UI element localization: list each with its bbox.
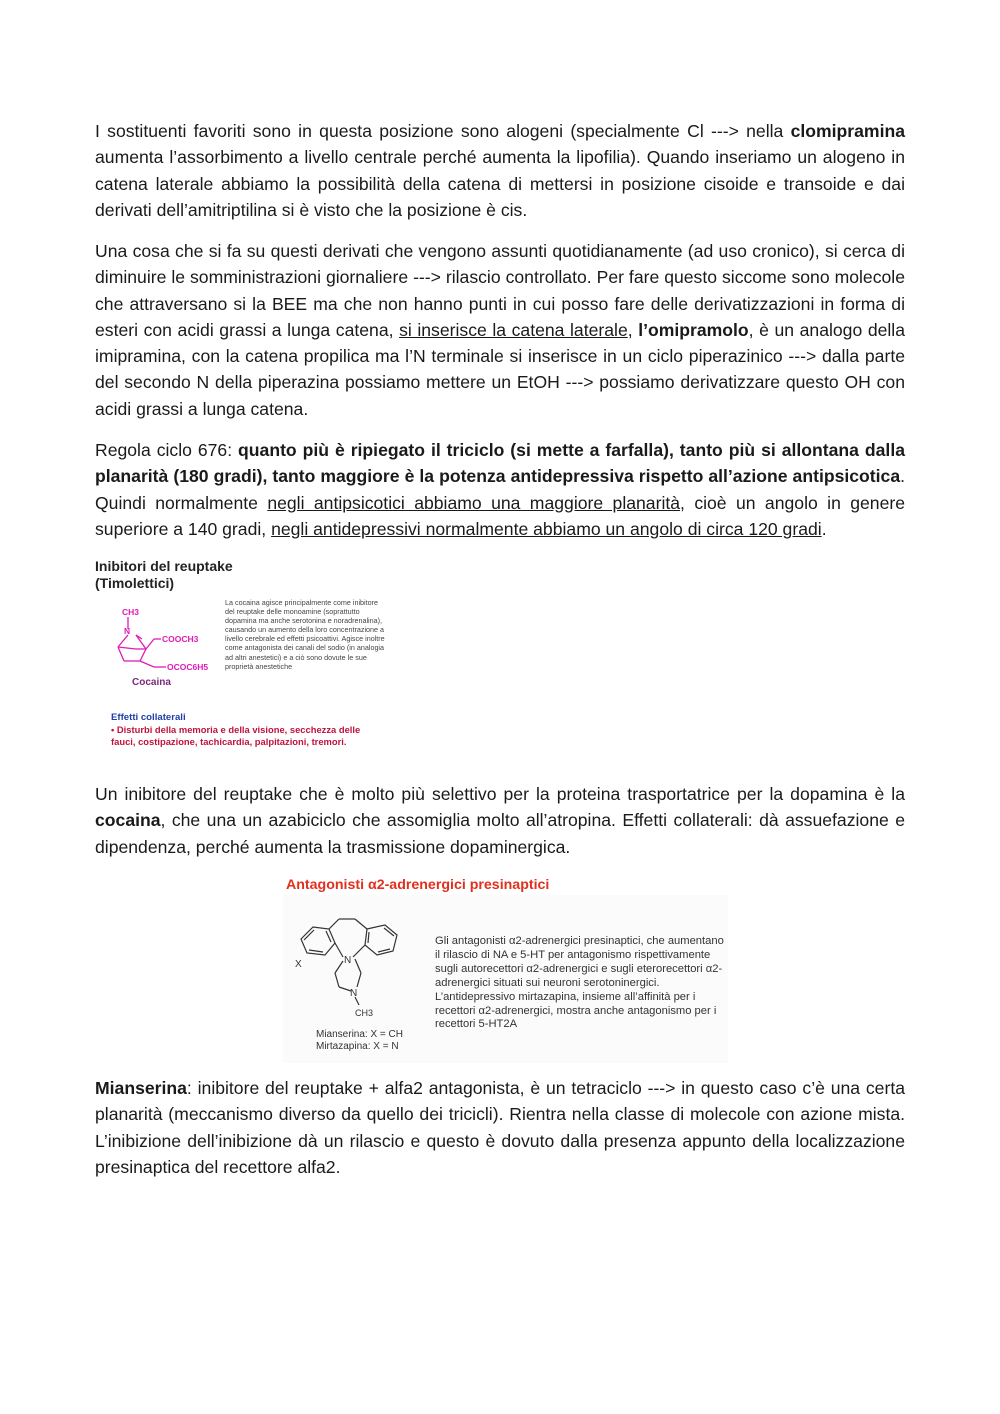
compound-name-cocaina: Cocaina (132, 677, 171, 688)
text-run: Un inibitore del reuptake che è molto più selettivo per la proteina trasportatrice per la dopamina è la (95, 784, 905, 804)
underlined-text: si inserisce la catena laterale (399, 319, 628, 340)
cocaine-structure-diagram (106, 605, 226, 680)
text-run: . Quindi normalmente (95, 466, 905, 513)
figure-alpha2-antagonists (283, 873, 728, 1063)
bold-term-clomipramina: clomipramina (790, 121, 905, 141)
text-run: , è un analogo della imipramina, con la catena propilica ma l’N terminale si inserisce in un ciclo piperazinico ---> dalla parte del secondo N della piperazina possiamo mettere un EtOH ---> possiamo derivatizzare questo OH con acidi grassi a lunga catena. (95, 319, 906, 419)
mianserin-structure-diagram (293, 909, 423, 1019)
bold-term-cocaina: cocaina (95, 810, 161, 831)
bold-term-omipramolo: l’omipramolo (638, 319, 749, 340)
label-ch3: CH3 (355, 1008, 374, 1018)
text-run: : inibitore del reuptake + alfa2 antagonista, è un tetraciclo ---> in questo caso c’è una certa planarità (meccanismo diverso da quello dei tricicli). Rientra nella classe di molecole con azione mista. L’inibizione dell’inibizione dà un rilascio e questo è dovuto dalla presenza appunto della localizzazione presinaptica del recettore alfa2. (95, 1078, 905, 1177)
label-n1: N (344, 955, 352, 966)
side-effects-title: Effetti collaterali (111, 712, 186, 723)
figure-cocaine (92, 557, 392, 767)
text-run: . (821, 518, 827, 539)
side-effects-item: • Disturbi della memoria e della visione, secchezza delle fauci, costipazione, tachicardia, palpitazioni, tremori. (111, 724, 361, 747)
paragraph-substituents (95, 118, 905, 223)
figure-title: Antagonisti α2-adrenergici presinaptici (286, 877, 550, 893)
bold-rule-statement: quanto più è ripiegato il triciclo (si mette a farfalla), tanto più si allontana dalla planarità (180 gradi), tanto maggiore è la potenza antidepressiva rispetto all’azione antipsicotica (95, 440, 905, 487)
text-run: , che una un azabiciclo che assomiglia molto all’atropina. Effetti collaterali: dà assuefazione e dipendenza, perché aumenta la trasmissione dopaminergica. (95, 810, 905, 857)
text-run: , cioè un angolo in genere superiore a 140 gradi, (95, 492, 906, 539)
figure-title-line: (Timolettici) (95, 575, 175, 591)
label-ch3: CH3 (122, 607, 140, 617)
label-n: N (124, 626, 131, 636)
paragraph-cocaine (95, 781, 905, 860)
text-run: aumenta l’assorbimento a livello centrale perché aumenta la lipofilia). Quando inseriamo un alogeno in catena laterale abbiamo la possibilità della catena di mettersi in posizione cisoide e transoide e dai derivati dell’amitriptilina si è visto che la posizione è cis. (95, 147, 905, 220)
text-run: I sostituenti favoriti sono in questa posizione sono alogeni (specialmente Cl ---> nella (95, 121, 791, 141)
legend-mianserina: Mianserina: X = CH (316, 1029, 403, 1040)
figure-title (95, 558, 233, 592)
paragraph-controlled-release (95, 238, 905, 422)
text-run: , (627, 319, 639, 340)
underlined-text: negli antidepressivi normalmente abbiamo un angolo di circa 120 gradi (271, 518, 822, 539)
paragraph-mianserina (95, 1075, 905, 1180)
label-n2: N (350, 988, 358, 999)
label-cooch3: COOCH3 (162, 634, 199, 644)
paragraph-rule-676 (95, 437, 905, 542)
text-run: Una cosa che si fa su questi derivati che vengono assunti quotidianamente (ad uso cronico), si cerca di diminuire le somministrazioni giornaliere ---> rilascio controllato. Per fare questo siccome sono molecole che attraversano si la BEE ma che non hanno punti in cui posso fare delle derivatizzazioni in forma di esteri con acidi grassi a lunga catena, (95, 241, 905, 340)
label-ococ6h5: OCOC6H5 (167, 662, 209, 672)
text-run: Regola ciclo 676: (95, 440, 239, 460)
figure-description: Gli antagonisti α2-adrenergici presinaptici, che aumentano il rilascio di NA e 5-HT per antagonismo rispettivamente sugli autorecettori α2-adrenergici e sugli eterorecettori α2-adrenergici situati sui neuroni serotoninergici. L’antidepressivo mirtazapina, insieme all’affinità per i recettori α2-adrenergici, mostra anche antagonismo per i recettori 5-HT2A (435, 935, 724, 1031)
bold-term-mianserina: Mianserina (95, 1078, 187, 1098)
label-x: X (295, 959, 302, 970)
figure-title-line: Inibitori del reuptake (95, 558, 233, 574)
legend-mirtazapina: Mirtazapina: X = N (316, 1041, 399, 1052)
underlined-text: negli antipsicotici abbiamo una maggiore planarità (267, 492, 681, 513)
figure-description: La cocaina agisce principalmente come inibitore del reuptake delle monoamine (soprattutto dopamina ma anche serotonina e noradrenalina), causando un aumento della loro concentrazione a livello cerebrale ed effetti psicoattivi. Agisce inoltre come antagonista dei canali del sodio (in analogia ad altri anestetici) e a ciò sono dovute le sue proprietà anestetiche (225, 598, 385, 671)
